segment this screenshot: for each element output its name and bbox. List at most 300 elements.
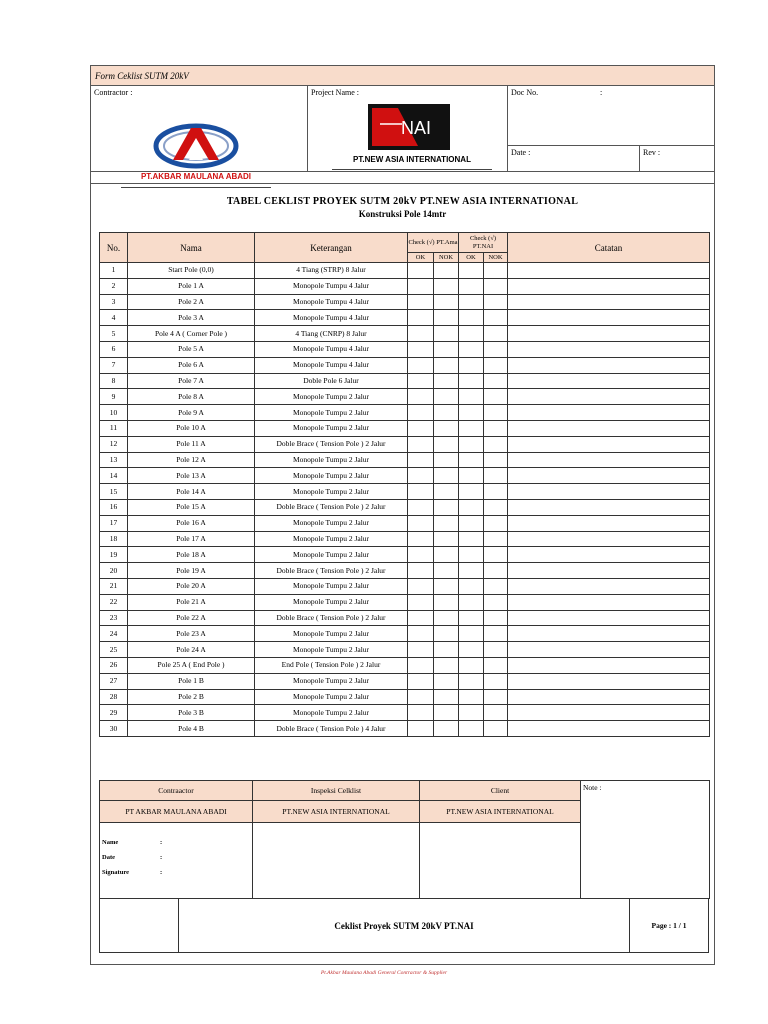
row-keterangan: Monopole Tumpu 2 Jalur	[255, 673, 408, 689]
row-catatan[interactable]	[508, 310, 710, 326]
row-nai-ok[interactable]	[459, 594, 484, 610]
row-nai-ok[interactable]	[459, 420, 484, 436]
row-nai-nok[interactable]	[484, 610, 508, 626]
row-nai-nok[interactable]	[484, 705, 508, 721]
sig-contractor-company: PT AKBAR MAULANA ABADI	[100, 801, 253, 823]
row-ama-nok[interactable]	[434, 563, 459, 579]
table-row	[100, 294, 710, 310]
row-no: 24	[100, 626, 128, 642]
row-catatan[interactable]	[508, 468, 710, 484]
table-row	[100, 563, 710, 579]
row-nai-ok[interactable]	[459, 578, 484, 594]
row-catatan[interactable]	[508, 278, 710, 294]
row-catatan[interactable]	[508, 373, 710, 389]
row-nai-ok[interactable]	[459, 278, 484, 294]
row-keterangan: Monopole Tumpu 2 Jalur	[255, 578, 408, 594]
row-catatan[interactable]	[508, 515, 710, 531]
checklist-table	[99, 232, 710, 737]
row-ama-ok[interactable]	[408, 547, 434, 563]
row-keterangan: Monopole Tumpu 4 Jalur	[255, 310, 408, 326]
signature-table	[99, 780, 710, 899]
row-nai-nok[interactable]	[484, 452, 508, 468]
row-catatan[interactable]	[508, 341, 710, 357]
row-ama-nok[interactable]	[434, 578, 459, 594]
row-ama-ok[interactable]	[408, 310, 434, 326]
contractor-company-name: PT.AKBAR MAULANA ABADI	[140, 172, 252, 181]
row-ama-ok[interactable]	[408, 389, 434, 405]
row-keterangan: Doble Brace ( Tension Pole ) 2 Jalur	[255, 563, 408, 579]
row-ama-nok[interactable]	[434, 673, 459, 689]
row-nama: Pole 1 A	[128, 278, 255, 294]
row-nai-ok[interactable]	[459, 373, 484, 389]
row-nai-nok[interactable]	[484, 578, 508, 594]
row-keterangan: Monopole Tumpu 2 Jalur	[255, 468, 408, 484]
row-no: 28	[100, 689, 128, 705]
row-nai-nok[interactable]	[484, 278, 508, 294]
footer-row	[99, 898, 709, 953]
row-catatan[interactable]	[508, 578, 710, 594]
row-nai-nok[interactable]	[484, 642, 508, 658]
sig-inspeksi-blank	[253, 823, 420, 899]
date-cell	[508, 146, 640, 172]
note-label: Note :	[583, 783, 602, 792]
row-ama-nok[interactable]	[434, 499, 459, 515]
row-ama-ok[interactable]	[408, 326, 434, 342]
row-nama: Pole 17 A	[128, 531, 255, 547]
row-no: 2	[100, 278, 128, 294]
row-nai-ok[interactable]	[459, 642, 484, 658]
table-row	[100, 263, 710, 279]
row-nai-nok[interactable]	[484, 341, 508, 357]
row-no: 5	[100, 326, 128, 342]
row-nai-ok[interactable]	[459, 452, 484, 468]
row-nama: Pole 22 A	[128, 610, 255, 626]
table-row	[100, 657, 710, 673]
row-keterangan: Monopole Tumpu 4 Jalur	[255, 278, 408, 294]
row-ama-nok[interactable]	[434, 341, 459, 357]
row-ama-ok[interactable]	[408, 673, 434, 689]
row-catatan[interactable]	[508, 642, 710, 658]
project-company-name: PT.NEW ASIA INTERNATIONAL	[353, 155, 471, 164]
table-row	[100, 515, 710, 531]
row-ama-nok[interactable]	[434, 278, 459, 294]
row-ama-nok[interactable]	[434, 405, 459, 421]
checklist-form-page	[90, 65, 715, 965]
row-nai-ok[interactable]	[459, 405, 484, 421]
row-ama-nok[interactable]	[434, 515, 459, 531]
row-nai-ok[interactable]	[459, 499, 484, 515]
row-nai-nok[interactable]	[484, 263, 508, 279]
col-header-nai-ok: OK	[459, 253, 484, 263]
row-no: 14	[100, 468, 128, 484]
row-nai-ok[interactable]	[459, 705, 484, 721]
project-name-label: Project Name :	[311, 88, 359, 97]
row-nai-ok[interactable]	[459, 468, 484, 484]
row-no: 22	[100, 594, 128, 610]
row-ama-ok[interactable]	[408, 610, 434, 626]
doc-no-cell	[508, 86, 714, 146]
row-nama: Pole 9 A	[128, 405, 255, 421]
row-ama-ok[interactable]	[408, 357, 434, 373]
row-ama-nok[interactable]	[434, 357, 459, 373]
row-nama: Pole 13 A	[128, 468, 255, 484]
row-catatan[interactable]	[508, 484, 710, 500]
table-row	[100, 341, 710, 357]
row-catatan[interactable]	[508, 499, 710, 515]
contractor-name-underline	[121, 187, 271, 188]
row-nai-nok[interactable]	[484, 405, 508, 421]
date-colon: :	[160, 854, 163, 861]
table-row	[100, 389, 710, 405]
row-catatan[interactable]	[508, 657, 710, 673]
row-nai-nok[interactable]	[484, 357, 508, 373]
row-no: 26	[100, 657, 128, 673]
row-catatan[interactable]	[508, 326, 710, 342]
col-header-nai-nok: NOK	[484, 253, 508, 263]
row-no: 15	[100, 484, 128, 500]
row-keterangan: Doble Brace ( Tension Pole ) 2 Jalur	[255, 610, 408, 626]
row-keterangan: Monopole Tumpu 4 Jalur	[255, 341, 408, 357]
table-row	[100, 531, 710, 547]
row-keterangan: Doble Brace ( Tension Pole ) 2 Jalur	[255, 499, 408, 515]
row-nai-ok[interactable]	[459, 326, 484, 342]
row-keterangan: Monopole Tumpu 2 Jalur	[255, 642, 408, 658]
row-catatan[interactable]	[508, 357, 710, 373]
nai-logo-icon	[368, 104, 450, 150]
row-keterangan: Monopole Tumpu 2 Jalur	[255, 547, 408, 563]
row-ama-ok[interactable]	[408, 341, 434, 357]
row-ama-nok[interactable]	[434, 326, 459, 342]
row-ama-ok[interactable]	[408, 436, 434, 452]
row-ama-nok[interactable]	[434, 294, 459, 310]
row-nai-ok[interactable]	[459, 341, 484, 357]
row-nai-ok[interactable]	[459, 294, 484, 310]
row-ama-nok[interactable]	[434, 420, 459, 436]
col-header-nama: Nama	[128, 233, 255, 263]
row-catatan[interactable]	[508, 673, 710, 689]
row-nai-nok[interactable]	[484, 499, 508, 515]
row-nai-nok[interactable]	[484, 547, 508, 563]
table-row	[100, 705, 710, 721]
row-nama: Pole 20 A	[128, 578, 255, 594]
row-ama-nok[interactable]	[434, 642, 459, 658]
row-ama-ok[interactable]	[408, 278, 434, 294]
row-ama-ok[interactable]	[408, 405, 434, 421]
row-catatan[interactable]	[508, 547, 710, 563]
row-no: 21	[100, 578, 128, 594]
row-keterangan: Monopole Tumpu 2 Jalur	[255, 705, 408, 721]
row-ama-ok[interactable]	[408, 452, 434, 468]
row-no: 9	[100, 389, 128, 405]
row-nama: Pole 6 A	[128, 357, 255, 373]
row-ama-ok[interactable]	[408, 578, 434, 594]
row-keterangan: Monopole Tumpu 2 Jalur	[255, 594, 408, 610]
row-ama-ok[interactable]	[408, 515, 434, 531]
row-ama-nok[interactable]	[434, 452, 459, 468]
row-nama: Pole 11 A	[128, 436, 255, 452]
row-nai-ok[interactable]	[459, 657, 484, 673]
row-nai-nok[interactable]	[484, 657, 508, 673]
row-no: 20	[100, 563, 128, 579]
table-row	[100, 499, 710, 515]
row-catatan[interactable]	[508, 405, 710, 421]
row-ama-nok[interactable]	[434, 721, 459, 737]
row-keterangan: Doble Brace ( Tension Pole ) 4 Jalur	[255, 721, 408, 737]
row-no: 30	[100, 721, 128, 737]
row-catatan[interactable]	[508, 626, 710, 642]
name-label: Name	[102, 839, 119, 846]
row-ama-ok[interactable]	[408, 642, 434, 658]
sig-client-blank	[420, 823, 581, 899]
row-nai-nok[interactable]	[484, 373, 508, 389]
row-nai-ok[interactable]	[459, 515, 484, 531]
row-nai-ok[interactable]	[459, 436, 484, 452]
row-keterangan: Monopole Tumpu 2 Jalur	[255, 531, 408, 547]
row-no: 27	[100, 673, 128, 689]
sig-inspeksi-company: PT.NEW ASIA INTERNATIONAL	[253, 801, 420, 823]
note-cell	[581, 781, 710, 899]
row-nai-ok[interactable]	[459, 626, 484, 642]
row-keterangan: Monopole Tumpu 2 Jalur	[255, 515, 408, 531]
doc-no-colon: :	[600, 88, 603, 97]
row-catatan[interactable]	[508, 594, 710, 610]
row-no: 11	[100, 420, 128, 436]
row-ama-ok[interactable]	[408, 705, 434, 721]
row-nai-nok[interactable]	[484, 515, 508, 531]
sig-header-inspeksi: Inspeksi Celklist	[253, 781, 420, 801]
row-nai-nok[interactable]	[484, 484, 508, 500]
row-nai-nok[interactable]	[484, 626, 508, 642]
row-no: 4	[100, 310, 128, 326]
row-no: 18	[100, 531, 128, 547]
company-footer-line: Pt.Akbar Maulana Abadi General Contractor & Supplier	[320, 970, 448, 976]
date-label: Date :	[511, 148, 531, 157]
row-keterangan: Monopole Tumpu 4 Jalur	[255, 294, 408, 310]
row-nama: Pole 25 A ( End Pole )	[128, 657, 255, 673]
row-no: 12	[100, 436, 128, 452]
row-nai-nok[interactable]	[484, 389, 508, 405]
row-ama-ok[interactable]	[408, 594, 434, 610]
row-nai-ok[interactable]	[459, 310, 484, 326]
document-subtitle: Konstruksi Pole 14mtr	[358, 209, 447, 219]
row-nama: Pole 18 A	[128, 547, 255, 563]
row-keterangan: Monopole Tumpu 2 Jalur	[255, 626, 408, 642]
row-nai-ok[interactable]	[459, 610, 484, 626]
row-ama-nok[interactable]	[434, 389, 459, 405]
row-nai-nok[interactable]	[484, 326, 508, 342]
table-row	[100, 673, 710, 689]
row-no: 1	[100, 263, 128, 279]
row-no: 19	[100, 547, 128, 563]
date-field-label: Date	[102, 854, 115, 861]
row-nama: Pole 16 A	[128, 515, 255, 531]
row-nai-nok[interactable]	[484, 673, 508, 689]
nai-logo-text: NAI	[400, 118, 432, 138]
row-ama-ok[interactable]	[408, 420, 434, 436]
table-row	[100, 547, 710, 563]
row-ama-nok[interactable]	[434, 689, 459, 705]
row-nai-nok[interactable]	[484, 468, 508, 484]
row-catatan[interactable]	[508, 263, 710, 279]
row-ama-nok[interactable]	[434, 594, 459, 610]
row-ama-nok[interactable]	[434, 547, 459, 563]
row-nai-nok[interactable]	[484, 689, 508, 705]
row-no: 3	[100, 294, 128, 310]
table-row	[100, 436, 710, 452]
table-row	[100, 420, 710, 436]
row-ama-ok[interactable]	[408, 721, 434, 737]
row-nama: Pole 5 A	[128, 341, 255, 357]
row-nama: Pole 4 A ( Corner Pole )	[128, 326, 255, 342]
header-spacer-row	[91, 172, 714, 184]
project-name-cell	[308, 86, 508, 172]
row-nama: Pole 2 A	[128, 294, 255, 310]
row-ama-nok[interactable]	[434, 310, 459, 326]
row-nai-nok[interactable]	[484, 436, 508, 452]
row-ama-nok[interactable]	[434, 626, 459, 642]
row-nama: Pole 19 A	[128, 563, 255, 579]
row-nai-nok[interactable]	[484, 420, 508, 436]
row-catatan[interactable]	[508, 389, 710, 405]
row-catatan[interactable]	[508, 689, 710, 705]
checklist-rows	[100, 263, 710, 737]
form-title: Form Ceklist SUTM 20kV	[91, 66, 714, 86]
row-nai-nok[interactable]	[484, 563, 508, 579]
col-header-keterangan: Keterangan	[255, 233, 408, 263]
row-nama: Pole 15 A	[128, 499, 255, 515]
row-ama-ok[interactable]	[408, 626, 434, 642]
table-row	[100, 373, 710, 389]
row-nama: Pole 12 A	[128, 452, 255, 468]
row-nai-nok[interactable]	[484, 310, 508, 326]
table-row	[100, 310, 710, 326]
table-row	[100, 278, 710, 294]
row-ama-nok[interactable]	[434, 373, 459, 389]
row-nai-ok[interactable]	[459, 547, 484, 563]
row-ama-ok[interactable]	[408, 531, 434, 547]
table-row	[100, 689, 710, 705]
table-row	[100, 642, 710, 658]
row-keterangan: Doble Brace ( Tension Pole ) 2 Jalur	[255, 436, 408, 452]
row-ama-ok[interactable]	[408, 499, 434, 515]
row-nama: Pole 7 A	[128, 373, 255, 389]
row-keterangan: End Pole ( Tension Pole ) 2 Jalur	[255, 657, 408, 673]
row-ama-nok[interactable]	[434, 657, 459, 673]
row-catatan[interactable]	[508, 563, 710, 579]
row-nama: Pole 10 A	[128, 420, 255, 436]
table-row	[100, 594, 710, 610]
row-nai-nok[interactable]	[484, 531, 508, 547]
row-catatan[interactable]	[508, 420, 710, 436]
row-ama-ok[interactable]	[408, 263, 434, 279]
row-catatan[interactable]	[508, 705, 710, 721]
rev-label: Rev :	[643, 148, 661, 157]
row-nai-nok[interactable]	[484, 594, 508, 610]
akbar-maulana-logo-icon	[151, 120, 241, 170]
table-row	[100, 452, 710, 468]
row-no: 13	[100, 452, 128, 468]
row-ama-nok[interactable]	[434, 610, 459, 626]
row-nama: Pole 14 A	[128, 484, 255, 500]
row-ama-ok[interactable]	[408, 468, 434, 484]
sig-header-client: Client	[420, 781, 581, 801]
row-no: 10	[100, 405, 128, 421]
col-header-check-nai: Check (√) PT.NAI	[459, 233, 508, 253]
row-ama-ok[interactable]	[408, 484, 434, 500]
col-header-ama-ok: OK	[408, 253, 434, 263]
row-nai-nok[interactable]	[484, 721, 508, 737]
row-no: 8	[100, 373, 128, 389]
row-ama-nok[interactable]	[434, 531, 459, 547]
row-nai-ok[interactable]	[459, 389, 484, 405]
row-keterangan: Monopole Tumpu 2 Jalur	[255, 452, 408, 468]
document-title: TABEL CEKLIST PROYEK SUTM 20kV PT.NEW ASIA INTERNATIONAL	[226, 196, 579, 207]
row-nai-ok[interactable]	[459, 689, 484, 705]
row-catatan[interactable]	[508, 610, 710, 626]
row-ama-nok[interactable]	[434, 468, 459, 484]
row-no: 25	[100, 642, 128, 658]
row-nai-ok[interactable]	[459, 563, 484, 579]
row-ama-nok[interactable]	[434, 484, 459, 500]
row-nama: Pole 8 A	[128, 389, 255, 405]
table-row	[100, 610, 710, 626]
contractor-label: Contractor :	[94, 88, 133, 97]
row-no: 7	[100, 357, 128, 373]
row-ama-nok[interactable]	[434, 436, 459, 452]
table-row	[100, 468, 710, 484]
row-keterangan: Monopole Tumpu 2 Jalur	[255, 405, 408, 421]
row-nai-ok[interactable]	[459, 673, 484, 689]
row-ama-ok[interactable]	[408, 373, 434, 389]
col-header-check-ama: Check (√) PT.Ama	[408, 233, 459, 253]
row-ama-ok[interactable]	[408, 689, 434, 705]
row-ama-ok[interactable]	[408, 294, 434, 310]
row-nama: Start Pole (0,0)	[128, 263, 255, 279]
row-keterangan: Monopole Tumpu 2 Jalur	[255, 689, 408, 705]
row-nai-nok[interactable]	[484, 294, 508, 310]
col-header-ama-nok: NOK	[434, 253, 459, 263]
row-nai-ok[interactable]	[459, 263, 484, 279]
row-ama-nok[interactable]	[434, 263, 459, 279]
rev-cell	[640, 146, 714, 172]
row-nama: Pole 3 B	[128, 705, 255, 721]
table-row	[100, 405, 710, 421]
row-no: 23	[100, 610, 128, 626]
row-catatan[interactable]	[508, 452, 710, 468]
row-nai-ok[interactable]	[459, 484, 484, 500]
sig-client-company: PT.NEW ASIA INTERNATIONAL	[420, 801, 581, 823]
name-colon: :	[160, 839, 163, 846]
table-row	[100, 721, 710, 737]
row-nai-ok[interactable]	[459, 721, 484, 737]
row-nama: Pole 23 A	[128, 626, 255, 642]
row-catatan[interactable]	[508, 436, 710, 452]
signature-colon: :	[160, 869, 163, 876]
signature-label: Signature	[102, 869, 129, 876]
row-nai-ok[interactable]	[459, 357, 484, 373]
row-catatan[interactable]	[508, 531, 710, 547]
row-catatan[interactable]	[508, 294, 710, 310]
row-ama-ok[interactable]	[408, 657, 434, 673]
row-keterangan: Doble Pole 6 Jalur	[255, 373, 408, 389]
row-nama: Pole 1 B	[128, 673, 255, 689]
row-nama: Pole 21 A	[128, 594, 255, 610]
row-ama-ok[interactable]	[408, 563, 434, 579]
row-keterangan: Monopole Tumpu 4 Jalur	[255, 357, 408, 373]
row-catatan[interactable]	[508, 721, 710, 737]
row-ama-nok[interactable]	[434, 705, 459, 721]
row-nai-ok[interactable]	[459, 531, 484, 547]
